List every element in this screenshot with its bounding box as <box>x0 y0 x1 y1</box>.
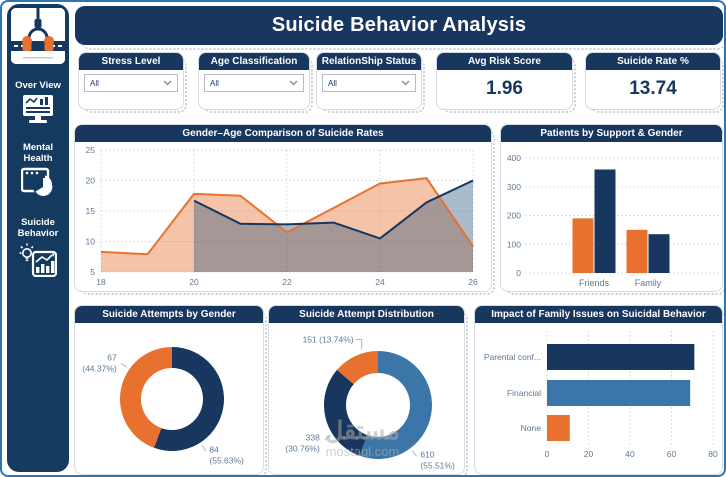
donut2-chart-title <box>269 306 464 323</box>
svg-text:151 (13.74%): 151 (13.74%) <box>302 334 354 345</box>
donut2-chart-title-text: Suicide Attempt Distribution <box>299 309 434 320</box>
svg-text:300: 300 <box>506 181 521 192</box>
patients-support-column-chart[interactable] <box>501 142 722 291</box>
chart-card-gender-age-area <box>74 124 492 292</box>
svg-text:(55.51%): (55.51%) <box>420 460 455 471</box>
chart-card-attempts-by-gender-donut <box>74 305 264 475</box>
filter-stress-level-label: Stress Level <box>101 56 161 67</box>
column-chart-title-text: Patients by Support & Gender <box>540 128 683 139</box>
filter-stress-level-header <box>79 53 183 70</box>
chevron-down-icon <box>401 80 410 86</box>
filter-card-age-classification <box>198 52 310 110</box>
filter-card-relationship-status <box>316 52 422 110</box>
stress-level-dropdown[interactable] <box>84 74 178 92</box>
svg-text:5: 5 <box>90 267 95 277</box>
svg-text:18: 18 <box>96 277 106 287</box>
attempt-distribution-donut-chart[interactable] <box>269 323 464 474</box>
svg-text:(30.76%): (30.76%) <box>285 443 320 454</box>
gender-age-area-chart[interactable] <box>75 142 491 291</box>
filter-relationship-status-label: RelationShip Status <box>321 56 417 67</box>
filter-card-stress-level <box>78 52 184 110</box>
svg-text:610: 610 <box>420 449 435 460</box>
chart-card-family-issues-hbar <box>474 305 723 475</box>
svg-text:40: 40 <box>625 449 635 459</box>
svg-text:(55.63%): (55.63%) <box>209 455 244 466</box>
hbar-chart-title <box>475 306 722 323</box>
kpi-avg-risk-score-label: Avg Risk Score <box>468 56 541 67</box>
chevron-down-icon <box>163 80 172 86</box>
filter-age-classification-header <box>199 53 309 70</box>
kpi-avg-risk-score-value: 1.96 <box>486 78 523 99</box>
svg-text:22: 22 <box>282 277 292 287</box>
stress-level-value: All <box>90 78 99 88</box>
svg-text:Financial: Financial <box>506 388 541 398</box>
area-chart-title <box>75 125 491 142</box>
age-classification-dropdown[interactable] <box>204 74 304 92</box>
monitor-chart-icon <box>22 94 54 124</box>
svg-text:20: 20 <box>85 175 95 186</box>
svg-text:24: 24 <box>375 277 385 287</box>
attempts-by-gender-donut-chart[interactable] <box>75 323 263 474</box>
watermark-arabic-text: مستقل <box>325 417 400 445</box>
chevron-down-icon <box>289 80 298 86</box>
filter-relationship-status-header <box>317 53 421 70</box>
watermark-domain-text: mostaql.com <box>325 444 400 459</box>
sidebar-item-mental-health-label: Mental Health <box>22 142 54 164</box>
relationship-status-value: All <box>328 78 337 88</box>
svg-text:200: 200 <box>506 210 521 221</box>
svg-text:None: None <box>520 423 541 433</box>
svg-text:15: 15 <box>85 206 95 216</box>
svg-text:67: 67 <box>107 352 117 363</box>
donut1-chart-title-text: Suicide Attempts by Gender <box>102 309 236 320</box>
sidebar-item-suicide-behavior-label: Suicide Behavior <box>17 217 59 239</box>
area-chart-title-text: Gender–Age Comparison of Suicide Rates <box>182 128 384 139</box>
filter-age-classification-label: Age Classification <box>210 56 298 67</box>
sidebar-item-overview-label: Over View <box>15 80 61 91</box>
sidebar-item-suicide-behavior[interactable] <box>9 217 67 277</box>
age-classification-value: All <box>210 78 219 88</box>
kpi-suicide-rate-header <box>586 53 720 70</box>
hbar-chart-title-text: Impact of Family Issues on Suicidal Behavior <box>491 309 706 320</box>
svg-text:(44.37%): (44.37%) <box>82 363 117 374</box>
page-title: Suicide Behavior Analysis <box>271 14 527 36</box>
svg-text:20: 20 <box>583 449 594 459</box>
svg-text:60: 60 <box>666 449 677 459</box>
svg-text:25: 25 <box>85 145 95 155</box>
window-pie-icon <box>21 167 55 199</box>
relationship-status-dropdown[interactable] <box>322 74 416 92</box>
bulb-chart-icon <box>19 243 57 277</box>
kpi-avg-risk-score-header <box>437 53 572 70</box>
svg-text:338: 338 <box>305 432 320 443</box>
svg-text:400: 400 <box>506 153 521 163</box>
svg-text:84: 84 <box>209 444 219 455</box>
chart-card-support-gender-column <box>500 124 723 292</box>
chart-card-attempt-distribution-donut <box>268 305 465 475</box>
svg-text:100: 100 <box>506 239 521 250</box>
sidebar <box>7 4 69 472</box>
kpi-suicide-rate-label: Suicide Rate % <box>617 56 689 67</box>
svg-text:Parental conf...: Parental conf... <box>483 352 541 362</box>
kpi-card-avg-risk-score <box>436 52 573 110</box>
svg-text:26: 26 <box>468 277 478 287</box>
donut1-chart-title <box>75 306 263 323</box>
column-chart-title <box>501 125 722 142</box>
noose-hands-logo-icon <box>11 8 65 64</box>
kpi-card-suicide-rate <box>585 52 721 110</box>
app-logo <box>11 8 65 64</box>
svg-text:20: 20 <box>189 277 199 287</box>
svg-text:0: 0 <box>544 449 550 459</box>
dashboard-title-bar <box>75 6 723 45</box>
family-issues-hbar-chart[interactable] <box>475 323 722 474</box>
svg-text:10: 10 <box>85 236 95 247</box>
sidebar-item-overview[interactable] <box>9 80 67 124</box>
kpi-suicide-rate-value: 13.74 <box>629 78 677 99</box>
svg-text:0: 0 <box>516 268 521 278</box>
sidebar-item-mental-health[interactable] <box>9 142 67 199</box>
svg-text:Family: Family <box>634 278 662 288</box>
svg-text:Friends: Friends <box>578 278 610 288</box>
svg-text:80: 80 <box>708 449 718 459</box>
